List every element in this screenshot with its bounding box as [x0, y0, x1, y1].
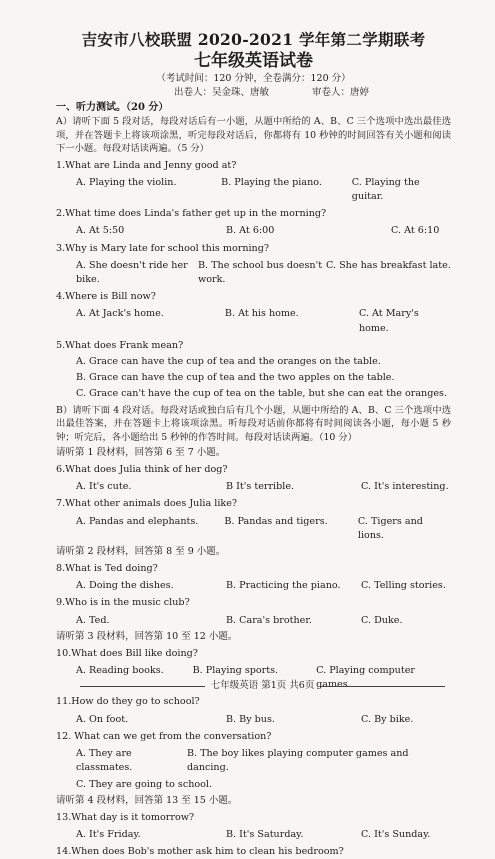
question-5: 5.What does Frank mean? — [56, 339, 184, 351]
question-13: 13.What day is it tomorrow? — [56, 811, 195, 823]
option-c: C. Grace can't have the cup of tea on the table, but she can eat the oranges. — [76, 388, 448, 400]
option-a: A. On foot. — [76, 713, 129, 725]
question-12-options — [56, 747, 451, 775]
option-b: B. At his home. — [224, 308, 299, 320]
option-b: B. Practicing the piano. — [226, 580, 341, 592]
question-6-options — [56, 480, 451, 494]
question-12: 12. What can we get from the conversation? — [56, 730, 272, 742]
question-1-options — [56, 176, 451, 204]
option-b: B. Pandas and tigers. — [224, 515, 328, 527]
question-6: 6.What does Julia think of her dog? — [56, 464, 228, 476]
option-c: C. It's Sunday. — [361, 828, 431, 840]
option-b: B. The school bus doesn't work. — [198, 259, 323, 285]
option-a: A. At Jack's home. — [76, 308, 164, 320]
question-2: 2.What time does Linda's father get up in the morning? — [56, 208, 327, 220]
footer-rule-left — [80, 686, 205, 687]
part-a-instructions: A）请听下面 5 段对话，每段对话后有一小题，从题中所给的 A、B、C 三个选项中选出最佳选项，并在答题卡上将该项涂黑，听完每段对话后，你都将有 10 秒钟的时间回答有关小题和阅读下一小题。每段对话读两遍。（5 分） — [56, 116, 451, 154]
option-b: B. At 6:00 — [226, 225, 275, 237]
option-b: B. Playing the piano. — [221, 176, 322, 188]
option-c: C. Duke. — [361, 614, 403, 626]
question-13-options — [56, 828, 451, 842]
question-4: 4.Where is Bill now? — [56, 291, 156, 303]
option-c: C. They are going to school. — [76, 778, 213, 790]
part-b-instructions: B）请听下面 4 段对话。每段对话或独白后有几个小题，从题中所给的 A、B、C 三个选项中选出最佳答案，并在答题卡上将该项涂黑。听每段对话前你都将有时间阅读各小题，每小题 5 秒钟；听完后，各小题给出 5 秒钟的作答时间。每段对话读两遍。（10 分） — [56, 404, 451, 443]
setter-label: 出卷人：吴金珠、唐敏 — [174, 87, 270, 98]
option-c: C. It's interesting. — [361, 481, 449, 493]
question-2-options — [56, 224, 451, 238]
page-footer — [80, 680, 445, 692]
option-c: C. Playing computer games. — [316, 665, 415, 691]
question-7-options — [56, 515, 451, 543]
listening-note-2: 请听第 2 段材料，回答第 8 至 9 小题。 — [56, 546, 226, 558]
option-b: B. It's Saturday. — [226, 828, 304, 840]
question-9: 9.Who is in the music club? — [56, 597, 190, 609]
exam-title: 吉安市八校联盟 2020-2021 学年第二学期联考 — [81, 30, 426, 49]
option-b: B. By bus. — [226, 713, 275, 725]
question-9-options — [56, 614, 451, 628]
question-1: 1.What are Linda and Jenny good at? — [56, 159, 237, 171]
option-a: A. It's Friday. — [76, 828, 141, 840]
listening-note-4: 请听第 4 段材料，回答第 13 至 15 小题。 — [56, 794, 238, 806]
option-a: A. Ted. — [76, 614, 110, 626]
option-a: A. Grace can have the cup of tea and the oranges on the table. — [76, 355, 381, 367]
question-4-options — [56, 307, 451, 335]
question-11: 11.How do they go to school? — [56, 696, 200, 708]
exam-info: （考试时间：120 分钟，全卷满分：120 分） — [156, 73, 351, 84]
option-c: C. At Mary's home. — [358, 308, 419, 334]
question-7: 7.What other animals does Julia like? — [56, 498, 238, 510]
footer-rule-right — [320, 686, 445, 687]
option-a: A. Playing the violin. — [76, 176, 177, 188]
question-10: 10.What does Bill like doing? — [56, 647, 198, 659]
option-a: A. They are classmates. — [76, 748, 133, 774]
section-heading: 一、听力测试。（20 分） — [56, 102, 169, 113]
option-a: A. Reading books. — [76, 665, 164, 677]
option-b: B. Grace can have the cup of tea and the two apples on the table. — [76, 372, 395, 384]
option-a: A. Pandas and elephants. — [76, 515, 199, 527]
option-b: B. The boy likes playing computer games and dancing. — [186, 748, 409, 774]
option-a: A. It's cute. — [76, 481, 132, 493]
option-b: B. Playing sports. — [192, 665, 279, 677]
option-a: A. At 5:50 — [76, 225, 125, 237]
question-11-options — [56, 713, 451, 727]
question-14: 14.When does Bob's mother ask him to clean his bedroom? — [56, 846, 344, 858]
question-3-options — [56, 259, 451, 287]
option-a: A. She doesn't ride her bike. — [76, 259, 188, 285]
question-8-options — [56, 579, 451, 593]
option-a: A. Doing the dishes. — [76, 580, 174, 592]
option-c: C. Playing the guitar. — [351, 176, 420, 202]
question-3: 3.Why is Mary late for school this morning? — [56, 242, 270, 254]
option-b: B It's terrible. — [226, 481, 295, 493]
option-c: C. At 6:10 — [391, 225, 440, 237]
option-c: C. By bike. — [361, 713, 414, 725]
option-c: C. She has breakfast late. — [326, 259, 451, 271]
option-b: B. Cara's brother. — [226, 614, 312, 626]
option-c: C. Telling stories. — [361, 580, 446, 592]
reviewer-label: 审卷人：唐婷 — [312, 87, 370, 98]
question-8: 8.What is Ted doing? — [56, 563, 158, 575]
exam-authors — [56, 86, 451, 100]
exam-subtitle: 七年级英语试卷 — [194, 51, 313, 71]
page-number: 七年级英语 第1页 共6页 — [210, 680, 315, 691]
listening-note-1: 请听第 1 段材料，回答第 6 至 7 小题。 — [56, 447, 226, 459]
option-c: C. Tigers and lions. — [357, 515, 423, 541]
listening-note-3: 请听第 3 段材料，回答第 10 至 12 小题。 — [56, 630, 238, 642]
